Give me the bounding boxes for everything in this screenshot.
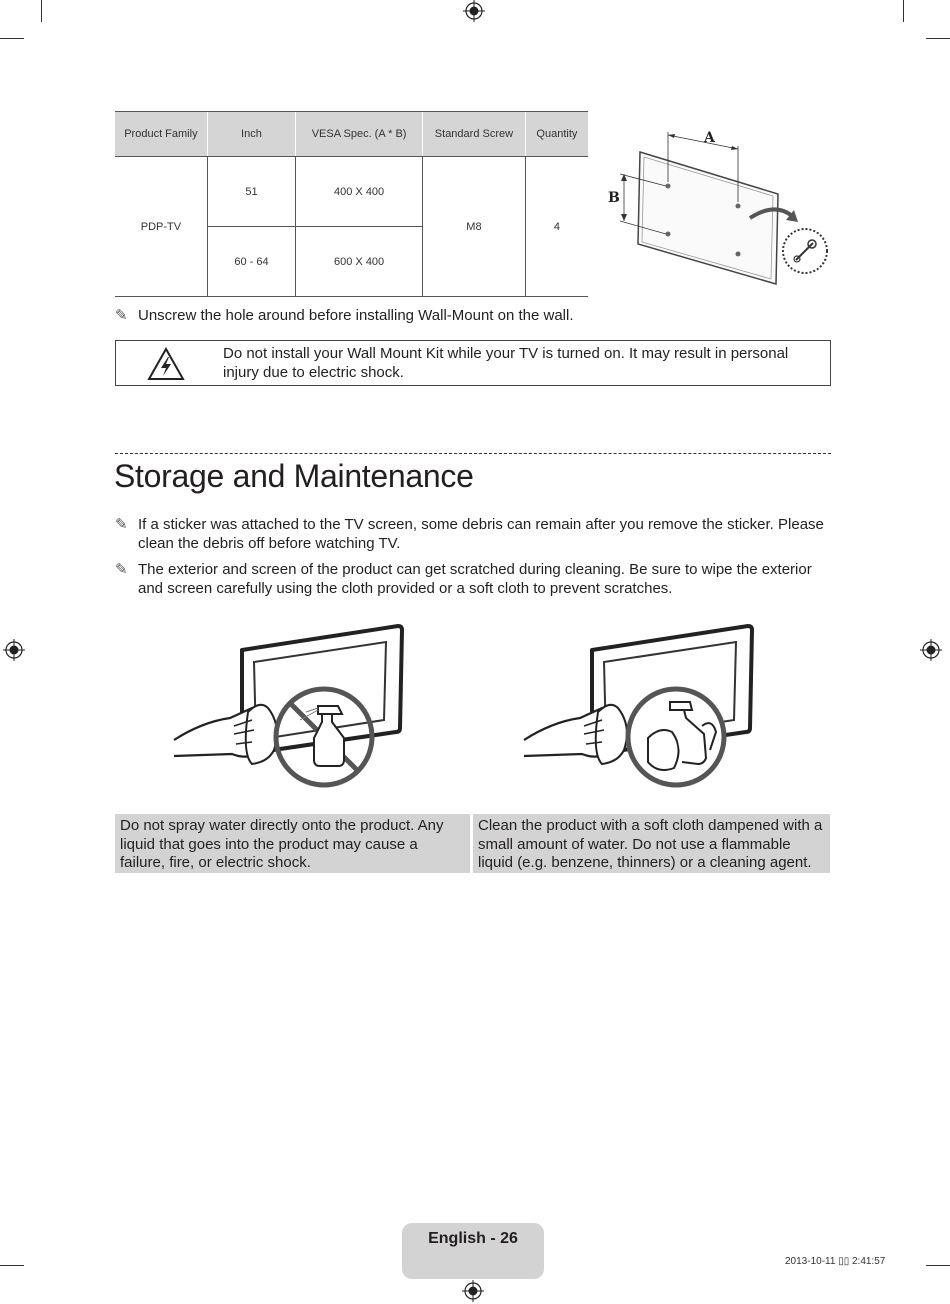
- pencil-note-icon: ✎: [115, 561, 128, 578]
- registration-mark-icon: [463, 0, 485, 22]
- column-header: Quantity: [525, 112, 588, 157]
- product-family-cell: PDP-TV: [115, 157, 207, 297]
- tv-back-vesa-diagram: [600, 124, 835, 289]
- crop-mark: [903, 0, 904, 22]
- registration-mark-icon: [3, 639, 25, 661]
- column-header: Product Family: [115, 112, 207, 157]
- crop-mark: [41, 0, 42, 22]
- inch-cell: 51: [207, 157, 295, 227]
- clean-with-cloth-illustration: [522, 622, 762, 790]
- page-number-tab: English - 26: [402, 1223, 544, 1279]
- storage-note: [115, 515, 831, 555]
- quantity-cell: 4: [525, 157, 588, 297]
- print-timestamp: 2013-10-11 ▯▯ 2:41:57: [785, 1256, 886, 1267]
- vesa-cell: 400 X 400: [296, 157, 423, 227]
- dimension-label-a: A: [704, 130, 715, 146]
- registration-mark-icon: [462, 1280, 484, 1302]
- crop-mark: [0, 1265, 24, 1266]
- column-header: VESA Spec. (A * B): [296, 112, 423, 157]
- pencil-note-icon: ✎: [115, 307, 128, 324]
- vesa-cell: 600 X 400: [296, 227, 423, 297]
- do-not-spray-caption: Do not spray water directly onto the product. Any liquid that goes into the product may cause a failure, fire, or electric shock.: [115, 814, 470, 873]
- electric-shock-warning-icon: [147, 347, 185, 381]
- section-title: Storage and Maintenance: [114, 458, 474, 494]
- crop-mark: [926, 38, 950, 39]
- note-text: The exterior and screen of the product can get scratched during cleaning. Be sure to wipe the exterior and screen carefully using the cloth provided or a soft cloth to prevent scratches.: [138, 561, 812, 597]
- column-header: Standard Screw: [423, 112, 526, 157]
- clean-with-cloth-caption: Clean the product with a soft cloth dampened with a small amount of water. Do not use a flammable liquid (e.g. benzene, thinners) or a cleaning agent.: [473, 814, 830, 873]
- table-row: [115, 157, 588, 227]
- registration-mark-icon: [920, 639, 942, 661]
- do-not-spray-illustration: [172, 622, 412, 790]
- crop-mark: [0, 38, 24, 39]
- note-text: If a sticker was attached to the TV screen, some debris can remain after you remove the sticker. Please clean the debris off before watching TV.: [138, 516, 824, 552]
- inch-cell: 60 - 64: [207, 227, 295, 297]
- standard-screw-cell: M8: [423, 157, 526, 297]
- vesa-spec-table: [115, 111, 588, 297]
- pencil-note-icon: ✎: [115, 516, 128, 533]
- column-header: Inch: [207, 112, 295, 157]
- storage-note: [115, 560, 831, 600]
- note-text: Unscrew the hole around before installing Wall-Mount on the wall.: [138, 307, 574, 324]
- table-header-row: [115, 112, 588, 157]
- warning-box: [115, 340, 831, 386]
- unscrew-note: [115, 306, 815, 326]
- warning-text: Do not install your Wall Mount Kit while your TV is turned on. It may result in personal injury due to electric shock.: [223, 345, 789, 381]
- section-divider: [115, 453, 831, 454]
- crop-mark: [926, 1265, 950, 1266]
- dimension-label-b: B: [608, 190, 620, 206]
